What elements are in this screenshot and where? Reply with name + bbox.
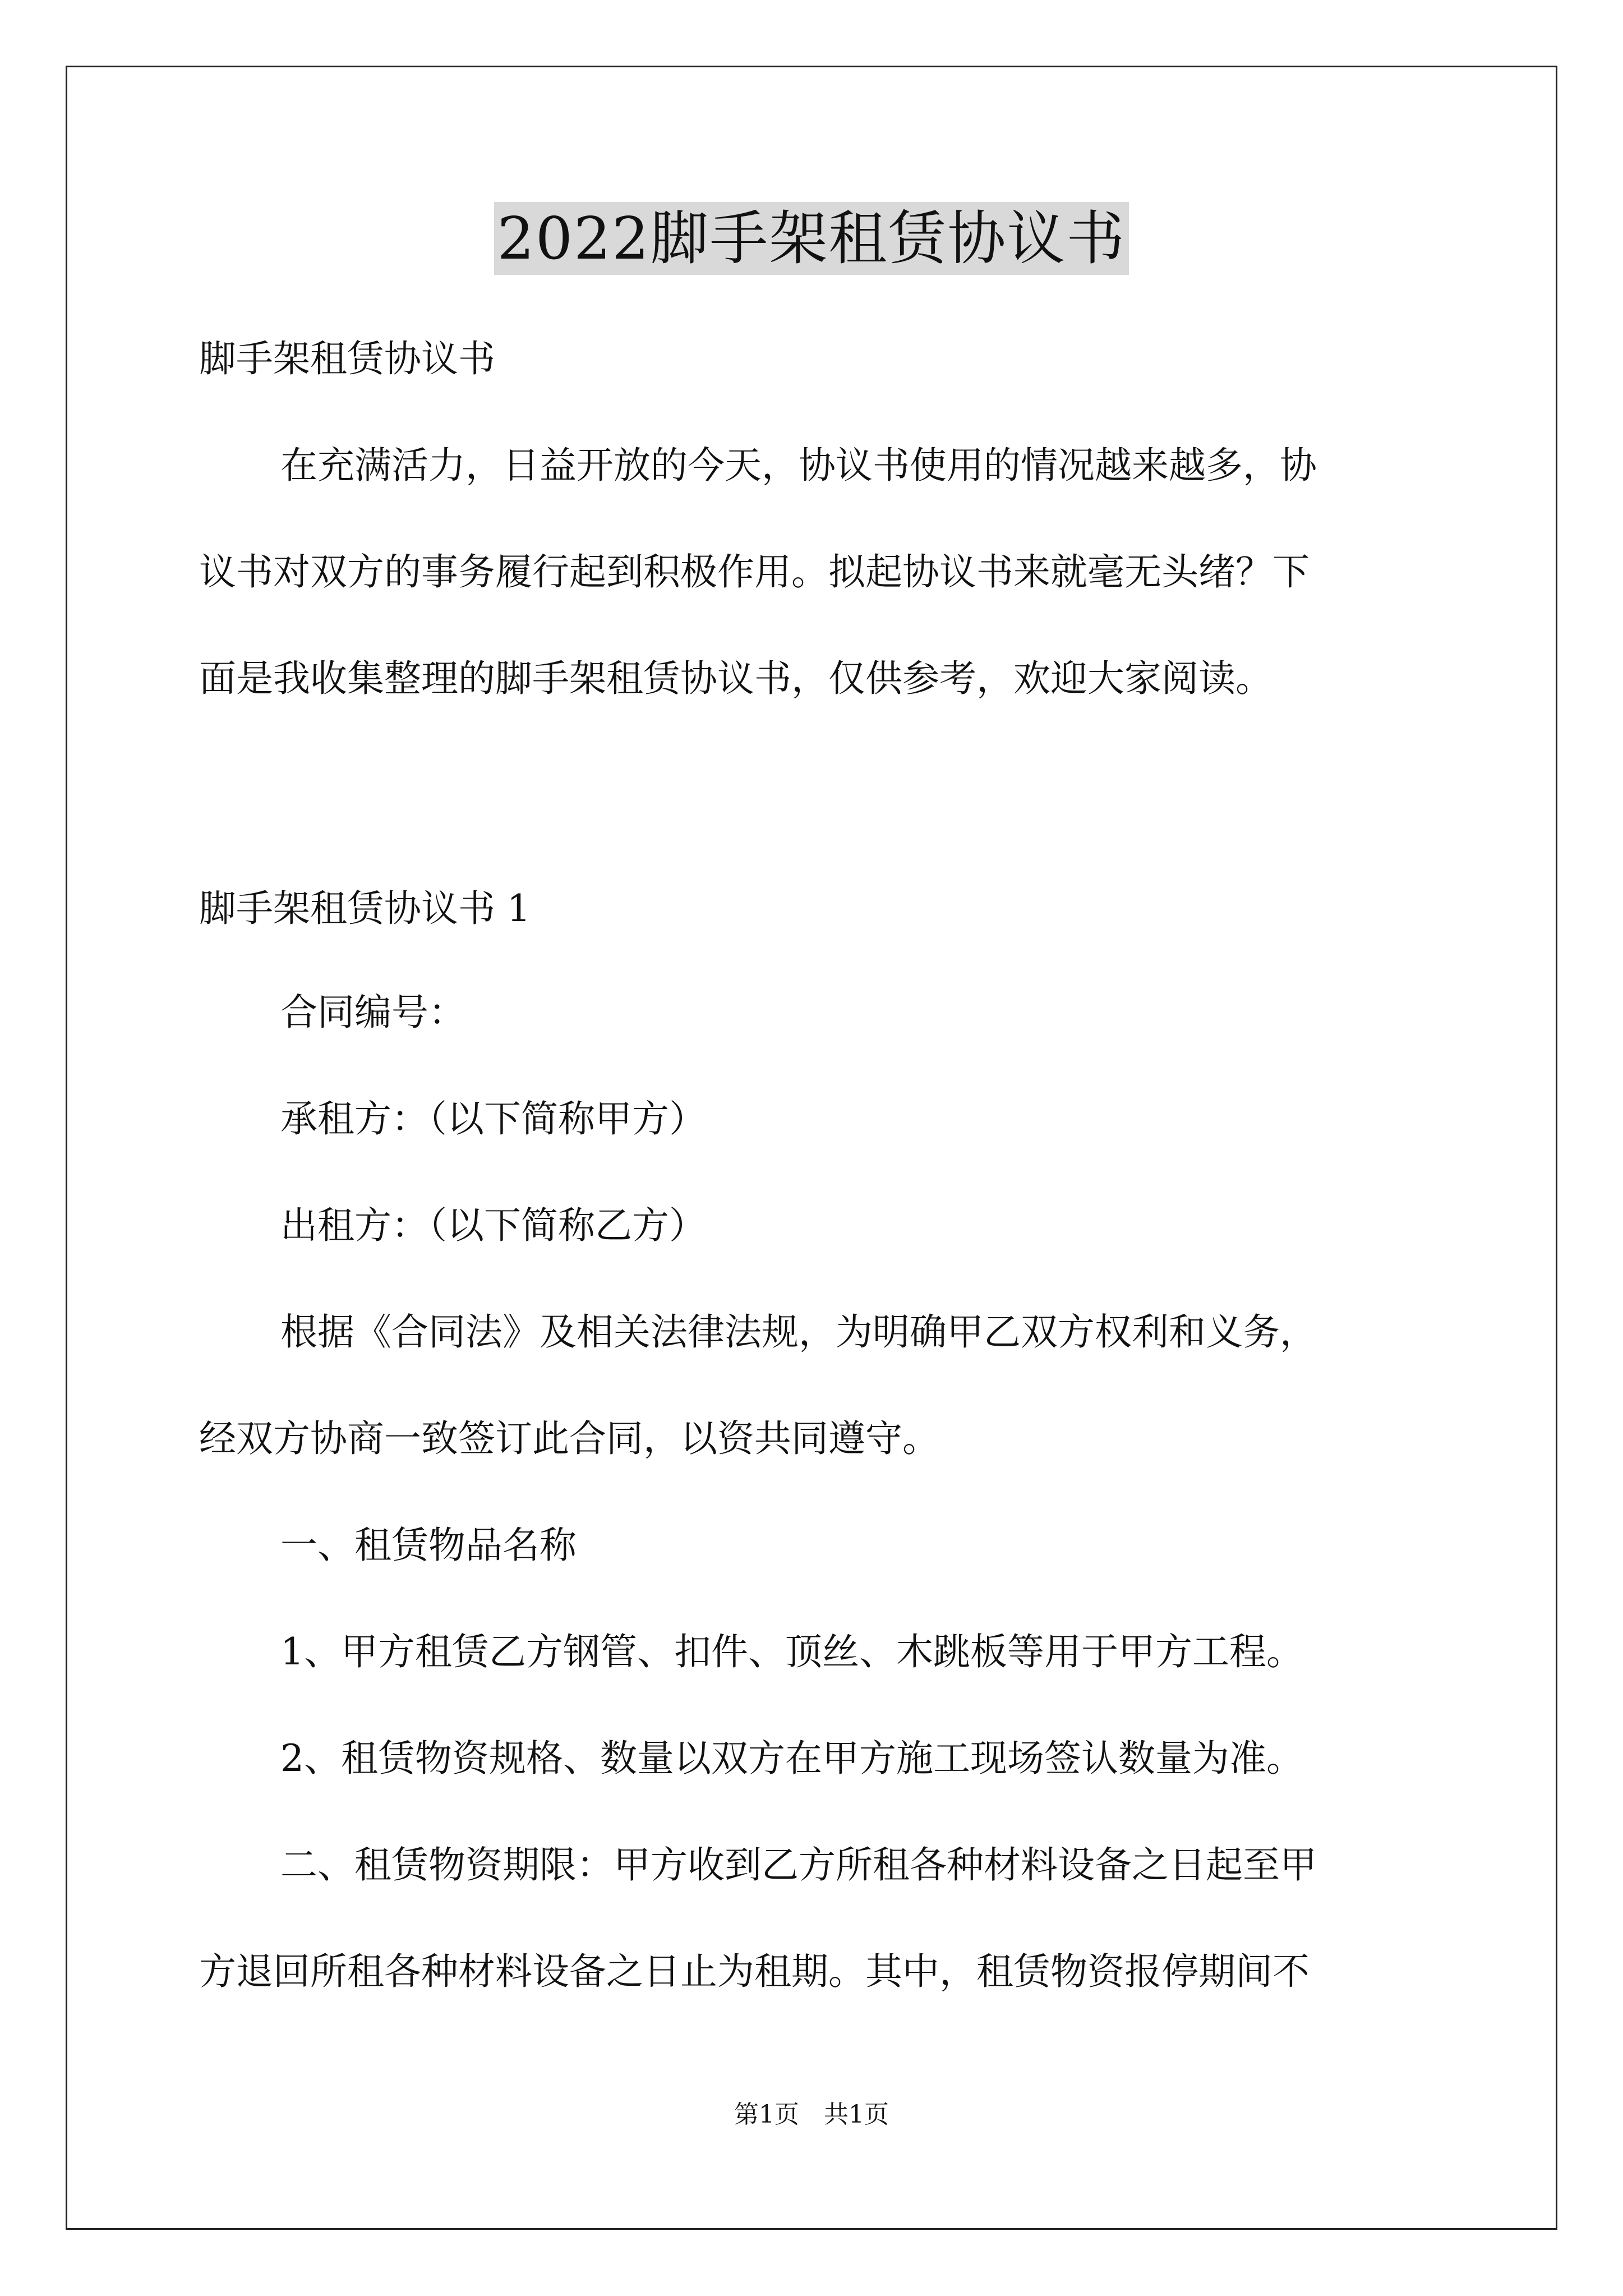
- document-title-text: 2022脚手架租赁协议书: [494, 202, 1129, 275]
- section-heading-1: 脚手架租赁协议书 1: [199, 887, 531, 930]
- contract-number-line: 合同编号：: [280, 991, 465, 1034]
- basis-paragraph-line-2: 经双方协商一致签订此合同，以资共同遵守。: [199, 1417, 939, 1460]
- clause-1-item-1: 1、甲方租赁乙方钢管、扣件、顶丝、木跳板等用于甲方工程。: [280, 1630, 1303, 1673]
- intro-paragraph-line-2: 议书对双方的事务履行起到积极作用。拟起协议书来就毫无头绪？下: [199, 550, 1310, 593]
- clause-2-line-1: 二、租赁物资期限：甲方收到乙方所租各种材料设备之日起至甲: [280, 1843, 1317, 1887]
- clause-1-heading: 一、租赁物品名称: [280, 1524, 577, 1567]
- basis-paragraph-line-1: 根据《合同法》及相关法律法规，为明确甲乙双方权利和义务，: [280, 1310, 1317, 1354]
- page-border: [66, 66, 1557, 2230]
- intro-paragraph-line-1: 在充满活力，日益开放的今天，协议书使用的情况越来越多，协: [280, 444, 1317, 487]
- clause-2-line-2: 方退回所租各种材料设备之日止为租期。其中，租赁物资报停期间不: [199, 1950, 1310, 1993]
- document-title: [0, 196, 1623, 280]
- lessee-line: 承租方：（以下简称甲方）: [280, 1097, 706, 1140]
- clause-1-item-2: 2、租赁物资规格、数量以双方在甲方施工现场签认数量为准。: [280, 1737, 1303, 1780]
- lessor-line: 出租方：（以下简称乙方）: [280, 1204, 706, 1247]
- page-footer: 第1页 共1页: [734, 2100, 889, 2129]
- intro-paragraph-line-3: 面是我收集整理的脚手架租赁协议书，仅供参考，欢迎大家阅读。: [199, 657, 1272, 700]
- intro-heading: 脚手架租赁协议书: [199, 337, 495, 380]
